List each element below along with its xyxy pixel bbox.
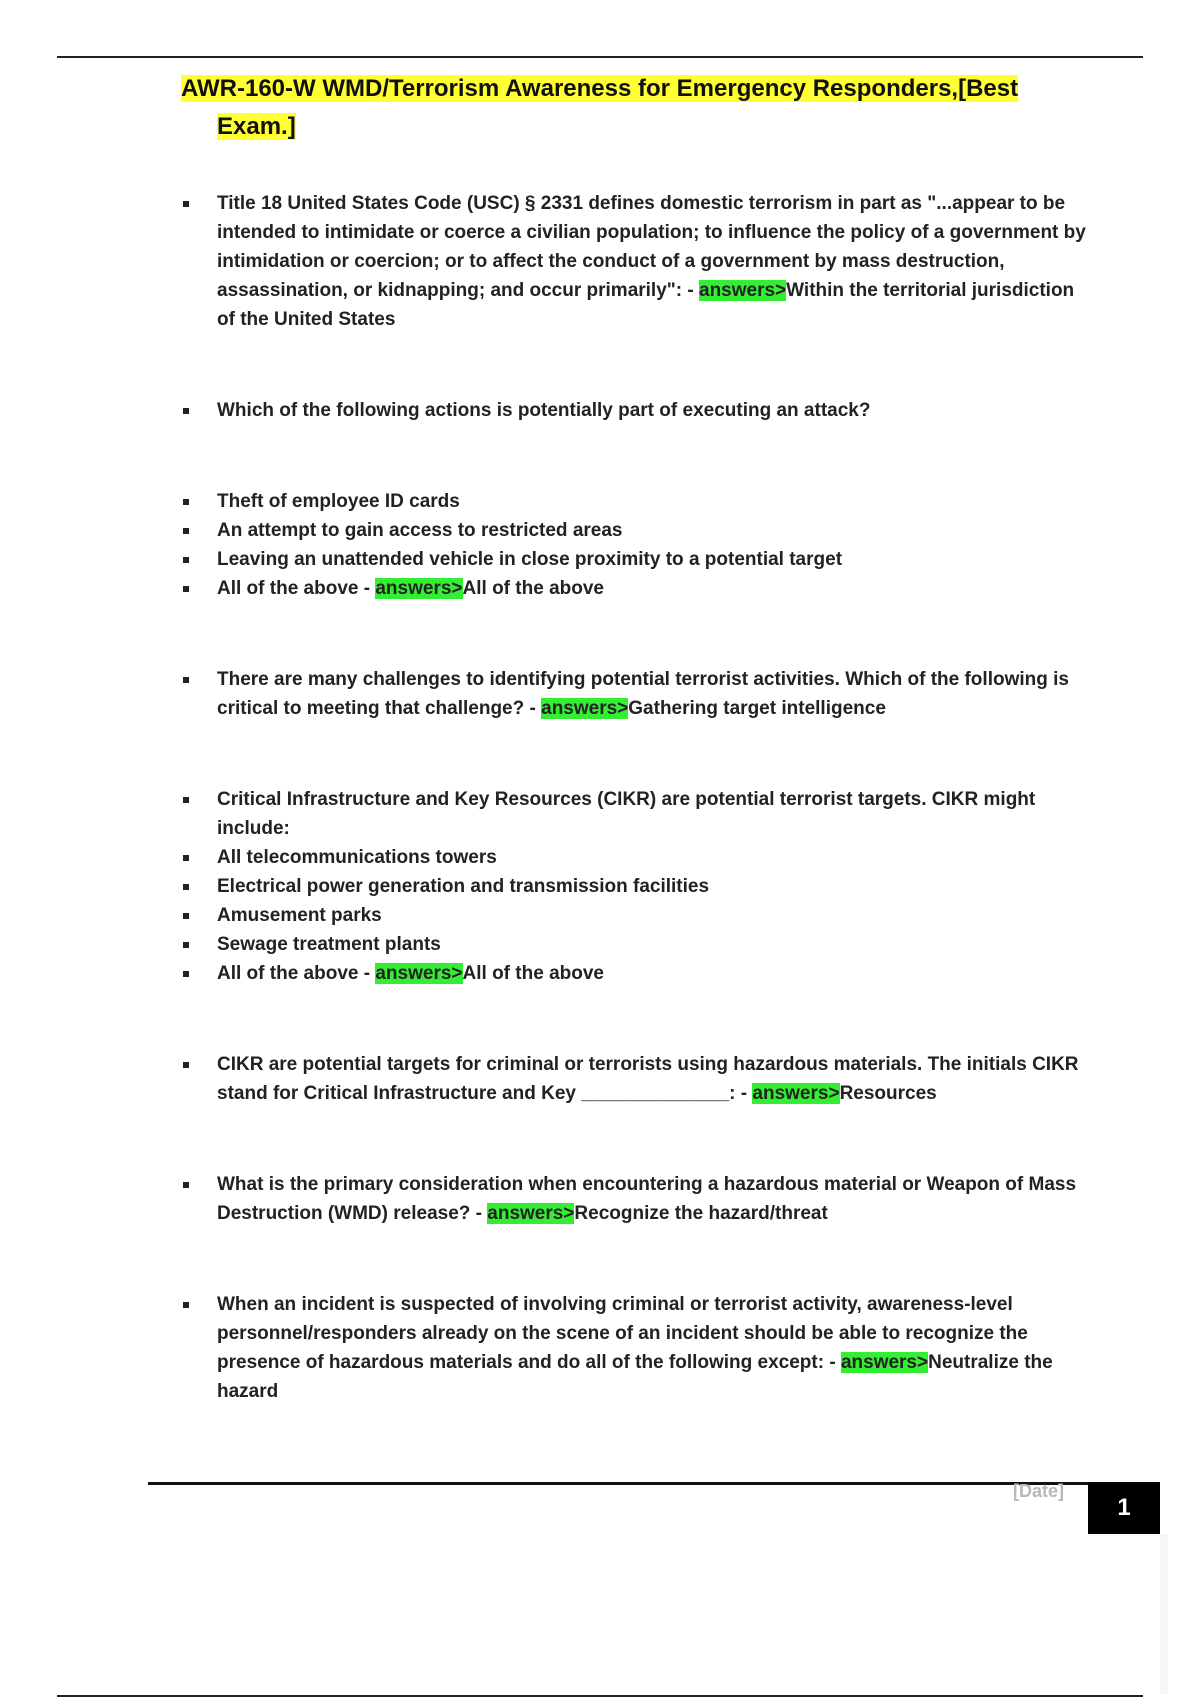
footer-date: [Date] (1013, 1481, 1065, 1501)
question-1 (181, 189, 1086, 334)
answer-marker: answers> (699, 280, 787, 301)
answer-marker: answers> (375, 578, 463, 599)
question-2 (181, 396, 1086, 425)
question-6 (181, 1170, 1086, 1228)
question-text: Title 18 United States Code (USC) § 2331 defines domestic terrorism in part as "...appear to be intended to intimidate or coerce a civilian population; to influence the policy of a government by intimidation or coercion; or to affect the conduct of a government by mass destruction, assassination, or kidnapping; and occur primarily": - answers>Within the territorial jurisdiction of the United States (181, 189, 1086, 334)
answer-text: Resources (839, 1083, 937, 1104)
question-text: There are many challenges to identifying potential terrorist activities. Which of the following is critical to meeting that challenge? - answers>Gathering target intelligence (181, 665, 1086, 723)
option-item: Leaving an unattended vehicle in close proximity to a potential target (181, 545, 1086, 574)
option-item: Amusement parks (181, 901, 1086, 930)
option-item: An attempt to gain access to restricted areas (181, 516, 1086, 545)
document-title (181, 70, 1097, 146)
question-text: CIKR are potential targets for criminal or terrorists using hazardous materials. The initials CIKR stand for Critical Infrastructure and Key ______________: - answers>Resources (181, 1050, 1086, 1108)
question-5 (181, 1050, 1086, 1108)
question-7 (181, 1290, 1086, 1406)
answer-text: Recognize the hazard/threat (574, 1203, 828, 1224)
option-item: Theft of employee ID cards (181, 487, 1086, 516)
question-text: When an incident is suspected of involving criminal or terrorist activity, awareness-level personnel/responders already on the scene of an incident should be able to recognize the presence of hazardous materials and do all of the following except: - answers>Neutralize the hazard (181, 1290, 1086, 1406)
bottom-rule (57, 1695, 1143, 1697)
page-number: 1 (1088, 1482, 1160, 1534)
header-rule (57, 56, 1143, 58)
option-item: Sewage treatment plants (181, 930, 1086, 959)
question-text: Which of the following actions is potentially part of executing an attack? (181, 396, 1086, 425)
option-item: Electrical power generation and transmission facilities (181, 872, 1086, 901)
option-item: All telecommunications towers (181, 843, 1086, 872)
document-body (181, 189, 1086, 1406)
question-text: Critical Infrastructure and Key Resources (CIKR) are potential terrorist targets. CIKR might include: (181, 785, 1086, 843)
question-3 (181, 665, 1086, 723)
option-item: All of the above - answers>All of the above (181, 959, 1086, 988)
answer-text: Neutralize the hazard (217, 1352, 1053, 1402)
answer-text: Gathering target intelligence (628, 698, 886, 719)
question-text: What is the primary consideration when encountering a hazardous material or Weapon of Mass Destruction (WMD) release? - answers>Recognize the hazard/threat (181, 1170, 1086, 1228)
question-4 (181, 785, 1086, 988)
answer-marker: answers> (840, 1352, 929, 1373)
answer-text: All of the above (462, 578, 604, 599)
page-edge-shadow (1160, 1534, 1168, 1694)
answer-text: All of the above (462, 963, 604, 984)
answer-marker: answers> (375, 963, 463, 984)
answer-marker: answers> (541, 698, 629, 719)
answer-marker: answers> (752, 1083, 840, 1104)
option-item: All of the above - answers>All of the above (181, 574, 1086, 603)
document-title-text: AWR-160-W WMD/Terrorism Awareness for Emergency Responders,[Best Exam.] (181, 75, 1019, 140)
footer-rule (148, 1482, 1088, 1485)
answer-text: Within the territorial jurisdiction of the United States (217, 280, 1075, 330)
answer-marker: answers> (487, 1203, 575, 1224)
question-2-options (181, 487, 1086, 603)
